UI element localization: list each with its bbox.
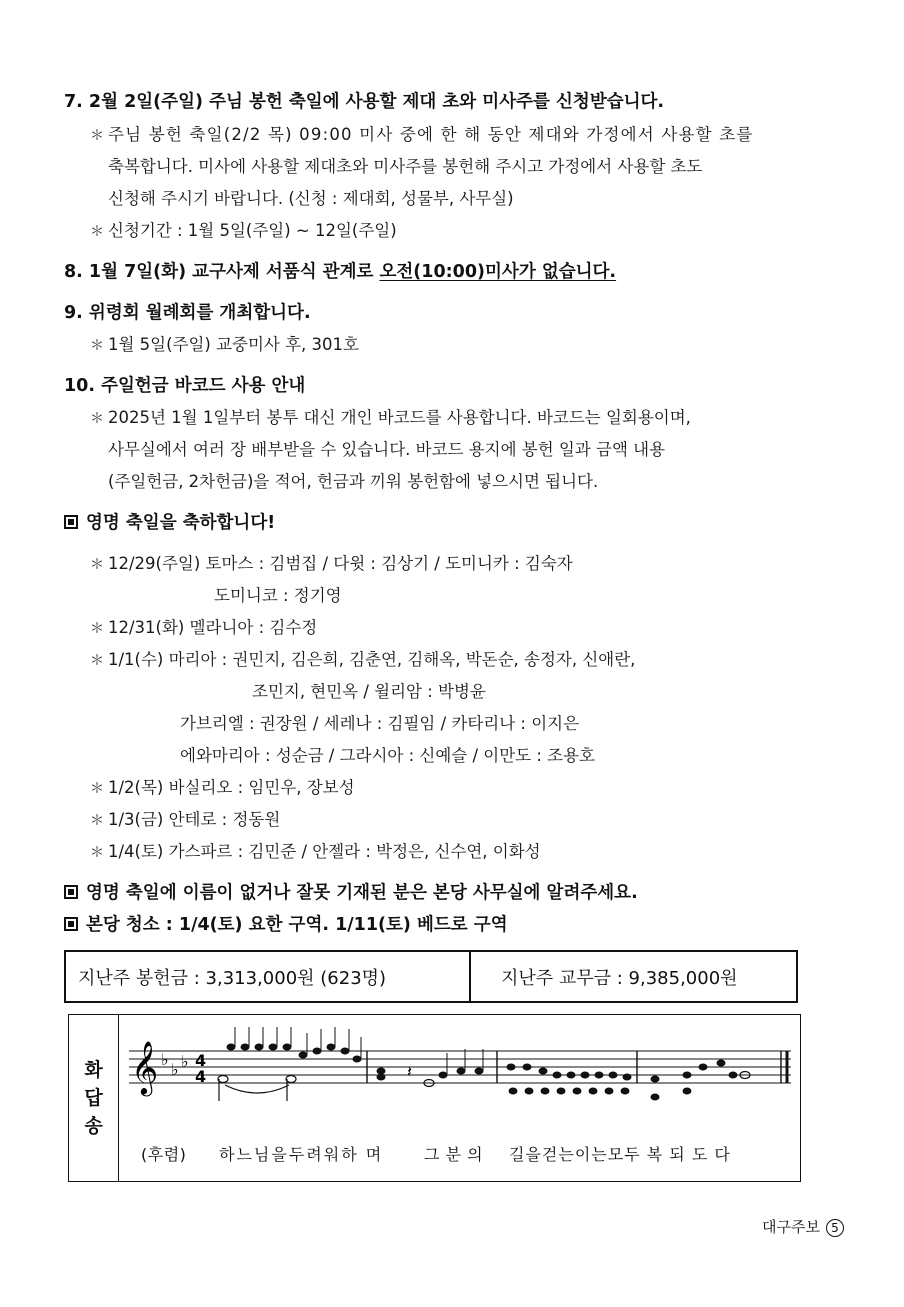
asterisk-icon: ＊ — [90, 557, 104, 573]
item-7-line-3: 신청해 주시기 바랍니다. (신청 : 제대회, 성물부, 사무실) — [108, 189, 514, 208]
feast-line: ＊ 1/4(토) 가스파르 : 김민준 / 안젤라 : 박정은, 신수연, 이화성 — [90, 841, 541, 864]
item-10-title: 10. 주일헌금 바코드 사용 안내 — [64, 376, 306, 396]
svg-text:4: 4 — [195, 1051, 207, 1070]
asterisk-icon: ＊ — [90, 411, 104, 427]
psalm-lyric: 그 분 의 — [424, 1145, 484, 1164]
music-staff — [121, 1021, 801, 1131]
psalm-lyric: 길을걷는이는모두 복 되 도 다 — [509, 1145, 731, 1164]
asterisk-icon: ＊ — [90, 128, 106, 144]
asterisk-icon: ＊ — [90, 653, 104, 669]
asterisk-icon: ＊ — [90, 621, 104, 637]
no-mass-notice: 오전(10:00)미사가 없습니다. — [379, 262, 617, 282]
feast-line: 가브리엘 : 권장원 / 세레나 : 김필임 / 카타리나 : 이지은 — [180, 714, 580, 733]
item-10-line-3: (주일헌금, 2차헌금)을 적어, 헌금과 끼워 봉헌함에 넣으시면 됩니다. — [108, 472, 599, 491]
item-10-line-1: ＊ 2025년 1월 1일부터 봉투 대신 개인 바코드를 사용합니다. 바코드는 일회용이며, — [90, 407, 691, 430]
svg-text:4: 4 — [195, 1067, 207, 1086]
square-bullet-icon — [64, 885, 78, 899]
square-bullet-icon — [64, 515, 78, 529]
responsorial-psalm — [68, 1014, 801, 1182]
notice-feast-correction: 영명 축일에 이름이 없거나 잘못 기재된 분은 본당 사무실에 알려주세요. — [64, 882, 638, 904]
page-number: 5 — [826, 1219, 844, 1237]
asterisk-icon: ＊ — [90, 813, 104, 829]
item-7-line-2: 축복합니다. 미사에 사용할 제대초와 미사주를 봉헌해 주시고 가정에서 사용할 초도 — [108, 157, 703, 176]
item-7-line-1: ＊ 주님 봉헌 축일(2/2 목) 09:00 미사 중에 한 해 동안 제대와 가정에서 사용할 초를 — [90, 124, 754, 147]
feast-line: 조민지, 현민옥 / 윌리암 : 박병윤 — [252, 682, 486, 701]
asterisk-icon: ＊ — [90, 845, 104, 861]
psalm-refrain-label: (후렴) — [141, 1145, 187, 1164]
offering-table — [64, 950, 798, 1003]
asterisk-icon: ＊ — [90, 338, 104, 354]
svg-text:♭: ♭ — [161, 1050, 169, 1069]
page-footer — [762, 1216, 844, 1237]
last-week-offering: 지난주 봉헌금 : 3,313,000원 (623명) — [66, 952, 471, 1001]
psalm-label: 화 답 송 — [69, 1015, 119, 1181]
feast-line: ＊ 12/29(주일) 토마스 : 김범집 / 다윗 : 김상기 / 도미니카 : 김숙자 — [90, 553, 573, 576]
item-7-line-4: ＊ 신청기간 : 1월 5일(주일) ~ 12일(주일) — [90, 220, 397, 243]
feast-line: ＊ 1/1(수) 마리아 : 권민지, 김은희, 김춘연, 김해옥, 박돈순, 송정자, 신애란, — [90, 649, 635, 672]
item-10-line-2: 사무실에서 여러 장 배부받을 수 있습니다. 바코드 용지에 봉헌 일과 금액 내용 — [108, 440, 666, 459]
feast-line: 도미니코 : 정기영 — [214, 586, 342, 605]
svg-text:𝄞: 𝄞 — [131, 1040, 159, 1094]
feast-line: ＊ 12/31(화) 멜라니아 : 김수정 — [90, 617, 317, 640]
square-bullet-icon — [64, 917, 78, 931]
item-7-title: 7. 2월 2일(주일) 주님 봉헌 축일에 사용할 제대 초와 미사주를 신청받습니다. — [64, 92, 665, 112]
feast-line: ＊ 1/2(목) 바실리오 : 임민우, 장보성 — [90, 777, 355, 800]
svg-text:𝄽: 𝄽 — [407, 1062, 412, 1081]
item-9-line-1: ＊ 1월 5일(주일) 교중미사 후, 301호 — [90, 334, 359, 357]
feast-line: ＊ 1/3(금) 안테로 : 정동원 — [90, 809, 280, 832]
svg-text:♭: ♭ — [171, 1060, 179, 1079]
asterisk-icon: ＊ — [90, 224, 104, 240]
feast-title: 영명 축일을 축하합니다! — [64, 512, 275, 534]
asterisk-icon: ＊ — [90, 781, 104, 797]
last-week-diocesan-fee: 지난주 교무금 : 9,385,000원 — [501, 967, 738, 989]
item-9-title: 9. 위령회 월례회를 개최합니다. — [64, 303, 311, 323]
svg-text:♭: ♭ — [181, 1052, 189, 1071]
notice-cleaning: 본당 청소 : 1/4(토) 요한 구역. 1/11(토) 베드로 구역 — [64, 914, 508, 936]
item-8-title: 8. 1월 7일(화) 교구사제 서품식 관계로 오전(10:00)미사가 없습니다. — [64, 262, 617, 282]
publication-name: 대구주보 — [762, 1218, 820, 1236]
psalm-lyric: 하느님을두려워하 며 — [219, 1145, 384, 1164]
feast-line: 에와마리아 : 성순금 / 그라시아 : 신예슬 / 이만도 : 조용호 — [180, 746, 595, 765]
